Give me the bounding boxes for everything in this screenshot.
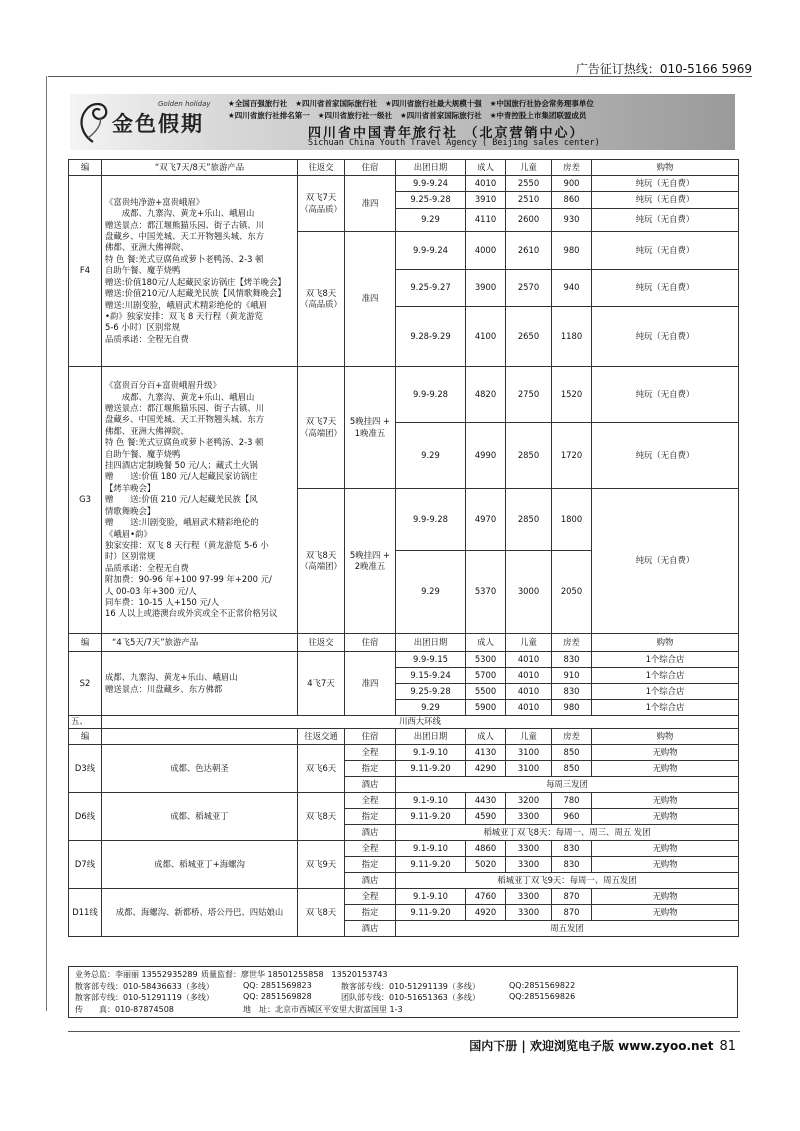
shopping-cell: 无购物 xyxy=(592,809,739,825)
desc-line: 成都、九寨沟、黄龙+乐山、峨眉山 xyxy=(105,208,255,219)
honors-list xyxy=(228,98,731,122)
product-description xyxy=(102,367,298,634)
date-cell: 9.29 xyxy=(396,700,466,716)
desc-line: 赠送景点：川盘藏乡、东方佛都 xyxy=(105,683,223,694)
col-product: “双飞7天/8天”旅游产品 xyxy=(102,160,298,176)
company-banner xyxy=(70,94,735,150)
adult-price: 4760 xyxy=(466,889,506,905)
desc-line: 《富贵纯净游+富贵峨眉》 xyxy=(105,196,205,207)
child-price: 3300 xyxy=(506,905,552,921)
table-row xyxy=(69,745,739,761)
desc-line: 赠送:川剧变脸，峨眉武术精彩绝伦的《峨眉 xyxy=(105,299,267,310)
child-price: 2750 xyxy=(506,367,552,423)
honors-row xyxy=(228,98,731,110)
room-diff: 900 xyxy=(552,176,592,192)
col-product: “4飞5天/7天”旅游产品 xyxy=(102,634,298,652)
stay-cell: 全程 xyxy=(345,889,396,905)
date-cell: 9.28-9.29 xyxy=(396,307,466,367)
child-price: 4010 xyxy=(506,652,552,668)
table-row xyxy=(69,793,739,809)
desc-line: 佛都、亚洲大佛禅院、 xyxy=(105,425,189,436)
contact-item: 团队部专线：010-51651363（多线） xyxy=(341,993,480,1002)
room-diff: 910 xyxy=(552,668,592,684)
desc-line: 16 人以上或港澳台或外宾或全不正常价格另议 xyxy=(105,608,278,619)
table-row xyxy=(69,889,739,905)
room-diff: 940 xyxy=(552,270,592,307)
col-stay: 住宿 xyxy=(345,160,396,176)
shopping-cell: 1个综合店 xyxy=(592,652,739,668)
room-diff: 830 xyxy=(552,684,592,700)
col-shopping: 购物 xyxy=(592,634,739,652)
col-child: 儿童 xyxy=(506,729,552,745)
honor-item: ★四川省旅行社最大规模十强 xyxy=(384,99,482,108)
honors-row xyxy=(228,110,731,122)
col-room: 房差 xyxy=(552,160,592,176)
adult-price: 4010 xyxy=(466,176,506,192)
date-cell: 9.11-9.20 xyxy=(396,857,466,873)
departure-note: 周五发团 xyxy=(396,921,739,937)
room-diff: 860 xyxy=(552,192,592,209)
route-name: 成都、稻城亚丁 xyxy=(102,793,298,841)
stay-cell: 酒店 xyxy=(345,825,396,841)
child-price: 4010 xyxy=(506,668,552,684)
desc-line: 自助午餐、魔芋烧鸭 xyxy=(105,448,181,459)
room-diff: 850 xyxy=(552,761,592,777)
child-price: 4010 xyxy=(506,700,552,716)
child-price: 3000 xyxy=(506,551,552,634)
adult-price: 5500 xyxy=(466,684,506,700)
adult-price: 5370 xyxy=(466,551,506,634)
stay-cell: 指定 xyxy=(345,761,396,777)
page-footer xyxy=(469,1037,736,1054)
child-price: 3100 xyxy=(506,745,552,761)
col-shopping: 购物 xyxy=(592,160,739,176)
route-name: 成都、海螺沟、新都桥、塔公丹巴、四姑娘山 xyxy=(102,889,298,937)
child-price: 3200 xyxy=(506,793,552,809)
stay-cell: 指定 xyxy=(345,809,396,825)
col-stay: 住宿 xyxy=(345,634,396,652)
footer-rule xyxy=(68,1031,740,1032)
col-shopping: 购物 xyxy=(592,729,739,745)
contact-row xyxy=(75,969,731,981)
desc-line: 时）区别常规 xyxy=(105,551,156,562)
room-diff: 980 xyxy=(552,232,592,270)
shopping-cell: 无购物 xyxy=(592,905,739,921)
child-price: 2610 xyxy=(506,232,552,270)
room-diff: 980 xyxy=(552,700,592,716)
route-code: D6线 xyxy=(69,793,102,841)
child-price: 2850 xyxy=(506,489,552,551)
desc-line: 赠送:价值210元/人起藏羌民族【风情歌舞晚会】 xyxy=(105,288,286,299)
price-table xyxy=(68,159,739,937)
desc-line: 《富贵百分百+富贵峨眉升级》 xyxy=(105,380,221,391)
product-code: S2 xyxy=(69,652,102,716)
room-diff: 960 xyxy=(552,809,592,825)
contact-box xyxy=(68,966,738,1018)
table-header xyxy=(69,634,739,652)
contact-item: 地 址：北京市西城区平安里大街富国里 1-3 xyxy=(243,1004,403,1014)
date-cell: 9.15-9.24 xyxy=(396,668,466,684)
product-code: G3 xyxy=(69,367,102,634)
contact-item: 质量监督：廖世华 18501255858 13520153743 xyxy=(201,970,388,979)
transport-cell: 双飞9天 xyxy=(298,841,345,889)
shopping-cell: 无购物 xyxy=(592,745,739,761)
contact-item: QQ:2851569822 xyxy=(509,980,576,990)
col-child: 儿童 xyxy=(506,160,552,176)
adult-price: 4970 xyxy=(466,489,506,551)
date-cell: 9.1-9.10 xyxy=(396,793,466,809)
transport-cell: 双飞8天 xyxy=(298,793,345,841)
header-rule xyxy=(48,76,752,77)
col-transport: 往返交 xyxy=(298,160,345,176)
adult-price: 4430 xyxy=(466,793,506,809)
margin-rule xyxy=(46,76,47,1011)
col-date: 出团日期 xyxy=(396,729,466,745)
room-diff: 1180 xyxy=(552,307,592,367)
child-price: 3300 xyxy=(506,857,552,873)
table-row xyxy=(69,841,739,857)
col-room: 房差 xyxy=(552,729,592,745)
honor-item: ★四川省旅行社排名第一 xyxy=(228,111,310,120)
col-transport: 往返交通 xyxy=(298,729,345,745)
shopping-cell: 纯玩（无自费） xyxy=(592,176,739,192)
table-header xyxy=(69,729,739,745)
adult-price: 5900 xyxy=(466,700,506,716)
room-diff: 830 xyxy=(552,841,592,857)
contact-item: 业务总监：李丽丽 13552935289 xyxy=(75,970,198,979)
desc-line: 《峨眉•韵》 xyxy=(105,528,152,539)
product-code: F4 xyxy=(69,176,102,367)
adult-price: 3910 xyxy=(466,192,506,209)
date-cell: 9.1-9.10 xyxy=(396,841,466,857)
contact-item: QQ:2851569826 xyxy=(509,992,576,1001)
date-cell: 9.11-9.20 xyxy=(396,761,466,777)
contact-item: 传 真：010-87874508 xyxy=(75,1004,174,1014)
room-diff: 870 xyxy=(552,905,592,921)
room-diff: 1800 xyxy=(552,489,592,551)
table-row xyxy=(69,176,739,192)
logo-swirl-icon xyxy=(76,98,110,144)
adult-price: 4820 xyxy=(466,367,506,423)
adult-price: 4590 xyxy=(466,809,506,825)
desc-line: 自助午餐、魔芋烧鸭 xyxy=(105,265,181,276)
desc-line: 赠 送:川剧变脸，峨眉武术精彩绝伦的 xyxy=(105,517,259,528)
desc-line: 独家安排：双飞 8 天行程（黄龙游览 5-6 小 xyxy=(105,539,269,550)
contact-item: QQ: 2851569828 xyxy=(243,992,312,1001)
shopping-cell: 无购物 xyxy=(592,857,739,873)
desc-line: 同车费：10-15 人+150 元/人 xyxy=(105,596,220,607)
contact-item: QQ: 2851569823 xyxy=(243,980,312,990)
desc-line: 赠送景点：都江堰熊猫乐园、街子古镇、川 xyxy=(105,403,265,414)
col-stay: 住宿 xyxy=(345,729,396,745)
date-cell: 9.9-9.15 xyxy=(396,652,466,668)
date-cell: 9.9-9.28 xyxy=(396,367,466,423)
date-cell: 9.29 xyxy=(396,551,466,634)
page-number: 81 xyxy=(719,1039,736,1054)
company-name-en: Sichuan China Youth Travel Agency ( Beijing sales center) xyxy=(308,138,600,148)
shopping-cell: 纯玩（无自费） xyxy=(592,209,739,232)
child-price: 2510 xyxy=(506,192,552,209)
logo-subtitle: Golden holiday xyxy=(158,100,211,108)
route-name: 成都、色达朝圣 xyxy=(102,745,298,793)
honor-item: ★四川省首家国际旅行社 xyxy=(399,111,482,120)
desc-line: 赠 送:价值 180 元/人起藏民家访锅庄 xyxy=(105,471,258,482)
room-diff: 780 xyxy=(552,793,592,809)
child-price: 2570 xyxy=(506,270,552,307)
transport-cell: 双飞6天 xyxy=(298,745,345,793)
product-description xyxy=(102,176,298,367)
shopping-cell: 纯玩（无自费） xyxy=(592,489,739,634)
shopping-cell: 1个综合店 xyxy=(592,684,739,700)
adult-price: 4100 xyxy=(466,307,506,367)
col-code: 编 xyxy=(69,634,102,652)
adult-price: 4110 xyxy=(466,209,506,232)
desc-line: 佛都、亚洲大佛禅院、 xyxy=(105,242,189,253)
desc-line: 成都、九寨沟、黄龙+乐山、峨眉山 xyxy=(105,391,255,402)
adult-price: 5300 xyxy=(466,652,506,668)
desc-line: 附加费：90-96 年+100 97-99 年+200 元/ xyxy=(105,574,272,585)
stay-cell: 指定 xyxy=(345,905,396,921)
desc-line: 品质承诺：全程无自费 xyxy=(105,333,189,344)
col-child: 儿童 xyxy=(506,634,552,652)
col-transport: 往返交 xyxy=(298,634,345,652)
desc-line: 盘藏乡、中国羌城、天工开物翘头城、东方 xyxy=(105,414,265,425)
room-diff: 830 xyxy=(552,857,592,873)
adult-price: 5020 xyxy=(466,857,506,873)
shopping-cell: 纯玩（无自费） xyxy=(592,232,739,270)
desc-line: 品质承诺：全程无自费 xyxy=(105,562,189,573)
shopping-cell: 无购物 xyxy=(592,841,739,857)
desc-line: 挂四酒店定制晚餐 50 元/人；藏式土火锅 xyxy=(105,460,258,471)
room-diff: 930 xyxy=(552,209,592,232)
table-header xyxy=(69,160,739,176)
footer-text: 国内下册 | 欢迎浏览电子版 www.zyoo.net xyxy=(469,1039,714,1053)
col-adult: 成人 xyxy=(466,729,506,745)
desc-line: 赠送景点：都江堰熊猫乐园、街子古镇、川 xyxy=(105,219,265,230)
adult-price: 5700 xyxy=(466,668,506,684)
child-price: 2600 xyxy=(506,209,552,232)
date-cell: 9.25-9.28 xyxy=(396,684,466,700)
honor-item: ★中国旅行社协会常务理事单位 xyxy=(489,99,594,108)
stay-cell: 酒店 xyxy=(345,777,396,793)
child-price: 3100 xyxy=(506,761,552,777)
shopping-cell: 纯玩（无自费） xyxy=(592,192,739,209)
logo-text: 金色假期 xyxy=(112,111,204,136)
transport-cell: 双飞8天 xyxy=(298,889,345,937)
honor-item: ★中青控股上市集团联盟成员 xyxy=(489,111,587,120)
contact-row xyxy=(75,981,731,993)
section-number: 五、 xyxy=(69,716,102,729)
child-price: 3300 xyxy=(506,889,552,905)
desc-line: •韵》独家安排：双飞 8 天行程（黄龙游览 xyxy=(105,310,263,321)
date-cell: 9.9-9.28 xyxy=(396,489,466,551)
room-diff: 870 xyxy=(552,889,592,905)
honor-item: ★四川省旅行社一级社 xyxy=(317,111,392,120)
desc-line: 人 00-03 年+300 元/人 xyxy=(105,585,197,596)
col-date: 出团日期 xyxy=(396,634,466,652)
transport-cell: 双飞7天（高端团） xyxy=(298,367,345,489)
col-room: 房差 xyxy=(552,634,592,652)
desc-line: 盘藏乡、中国羌城、天工开物翘头城、东方 xyxy=(105,231,265,242)
route-code: D7线 xyxy=(69,841,102,889)
stay-cell: 全程 xyxy=(345,745,396,761)
room-diff: 830 xyxy=(552,652,592,668)
shopping-cell: 1个综合店 xyxy=(592,668,739,684)
transport-cell: 双飞8天（高端团） xyxy=(298,489,345,634)
date-cell: 9.9-9.24 xyxy=(396,232,466,270)
adult-price: 4130 xyxy=(466,745,506,761)
date-cell: 9.11-9.20 xyxy=(396,905,466,921)
shopping-cell: 无购物 xyxy=(592,761,739,777)
honor-item: ★全国百强旅行社 xyxy=(228,99,288,108)
table-row xyxy=(69,367,739,423)
col-date: 出团日期 xyxy=(396,160,466,176)
stay-cell: 指定 xyxy=(345,857,396,873)
departure-note: 稻城亚丁双飞9天：每周一、周五发团 xyxy=(396,873,739,889)
col-route xyxy=(102,729,298,745)
desc-line: 成都、九寨沟、黄龙+乐山、峨眉山 xyxy=(105,672,238,683)
section-row xyxy=(69,716,739,729)
shopping-cell: 无购物 xyxy=(592,793,739,809)
shopping-cell: 1个综合店 xyxy=(592,700,739,716)
shopping-cell: 纯玩（无自费） xyxy=(592,270,739,307)
product-description xyxy=(102,652,298,716)
shopping-cell: 纯玩（无自费） xyxy=(592,423,739,489)
departure-note: 稻城亚丁双飞8天：每周一、周三、周五 发团 xyxy=(396,825,739,841)
adult-price: 4920 xyxy=(466,905,506,921)
child-price: 3300 xyxy=(506,809,552,825)
honor-item: ★四川省首家国际旅行社 xyxy=(295,99,377,108)
desc-line: 赠送:价值180元/人起藏民家访锅庄【烤羊晚会】 xyxy=(105,276,286,287)
desc-line: 情歌舞晚会】 xyxy=(105,505,156,516)
logo xyxy=(70,94,220,150)
date-cell: 9.1-9.10 xyxy=(396,745,466,761)
contact-item: 散客部专线：010-58436633（多线） xyxy=(75,981,214,991)
stay-cell: 准四 xyxy=(345,652,396,716)
ad-hotline: 广告征订热线：010-5166 5969 xyxy=(575,62,752,76)
contact-row xyxy=(75,992,731,1004)
stay-cell: 全程 xyxy=(345,793,396,809)
adult-price: 4290 xyxy=(466,761,506,777)
child-price: 4010 xyxy=(506,684,552,700)
stay-cell: 酒店 xyxy=(345,873,396,889)
date-cell: 9.25-9.28 xyxy=(396,192,466,209)
contact-item: 散客部专线：010-51291119（多线） xyxy=(75,993,214,1002)
table-row xyxy=(69,652,739,668)
child-price: 2650 xyxy=(506,307,552,367)
stay-cell: 5晚挂四 + 2晚准五 xyxy=(345,489,396,634)
stay-cell: 准四 xyxy=(345,232,396,367)
desc-line: 【烤羊晚会】 xyxy=(105,482,156,493)
desc-line: 5-6 小时）区别常规 xyxy=(105,322,180,333)
child-price: 2850 xyxy=(506,423,552,489)
col-adult: 成人 xyxy=(466,160,506,176)
desc-line: 特 色 餐:羌式豆腐鱼或萝卜老鸭汤、2-3 顿 xyxy=(105,437,264,448)
adult-price: 3900 xyxy=(466,270,506,307)
stay-cell: 全程 xyxy=(345,841,396,857)
date-cell: 9.25-9.27 xyxy=(396,270,466,307)
shopping-cell: 纯玩（无自费） xyxy=(592,367,739,423)
date-cell: 9.29 xyxy=(396,209,466,232)
stay-cell: 准四 xyxy=(345,176,396,232)
stay-cell: 5晚挂四 + 1晚准五 xyxy=(345,367,396,489)
date-cell: 9.9-9.24 xyxy=(396,176,466,192)
adult-price: 4860 xyxy=(466,841,506,857)
transport-cell: 双飞8天（高品质） xyxy=(298,232,345,367)
date-cell: 9.11-9.20 xyxy=(396,809,466,825)
desc-line: 特 色 餐:羌式豆腐鱼或萝卜老鸭汤、2-3 顿 xyxy=(105,253,264,264)
col-adult: 成人 xyxy=(466,634,506,652)
transport-cell: 双飞7天（高品质） xyxy=(298,176,345,232)
departure-note: 每周三发团 xyxy=(396,777,739,793)
room-diff: 850 xyxy=(552,745,592,761)
col-code: 编 xyxy=(69,160,102,176)
room-diff: 2050 xyxy=(552,551,592,634)
route-code: D3线 xyxy=(69,745,102,793)
contact-row xyxy=(75,1004,731,1016)
room-diff: 1520 xyxy=(552,367,592,423)
shopping-cell: 纯玩（无自费） xyxy=(592,307,739,367)
col-code: 编 xyxy=(69,729,102,745)
child-price: 2550 xyxy=(506,176,552,192)
date-cell: 9.1-9.10 xyxy=(396,889,466,905)
desc-line: 赠 送:价值 210 元/人起藏羌民族【风 xyxy=(105,494,258,505)
transport-cell: 4飞7天 xyxy=(298,652,345,716)
route-code: D11线 xyxy=(69,889,102,937)
section-title: 川西大环线 xyxy=(102,716,739,729)
child-price: 3300 xyxy=(506,841,552,857)
company-name: 四川省中国青年旅行社 （北京营销中心） xyxy=(308,126,585,141)
adult-price: 4990 xyxy=(466,423,506,489)
shopping-cell: 无购物 xyxy=(592,889,739,905)
room-diff: 1720 xyxy=(552,423,592,489)
date-cell: 9.29 xyxy=(396,423,466,489)
route-name: 成都、稻城亚丁+海螺沟 xyxy=(102,841,298,889)
adult-price: 4000 xyxy=(466,232,506,270)
stay-cell: 酒店 xyxy=(345,921,396,937)
contact-item: 散客部专线：010-51291139（多线） xyxy=(341,981,480,991)
